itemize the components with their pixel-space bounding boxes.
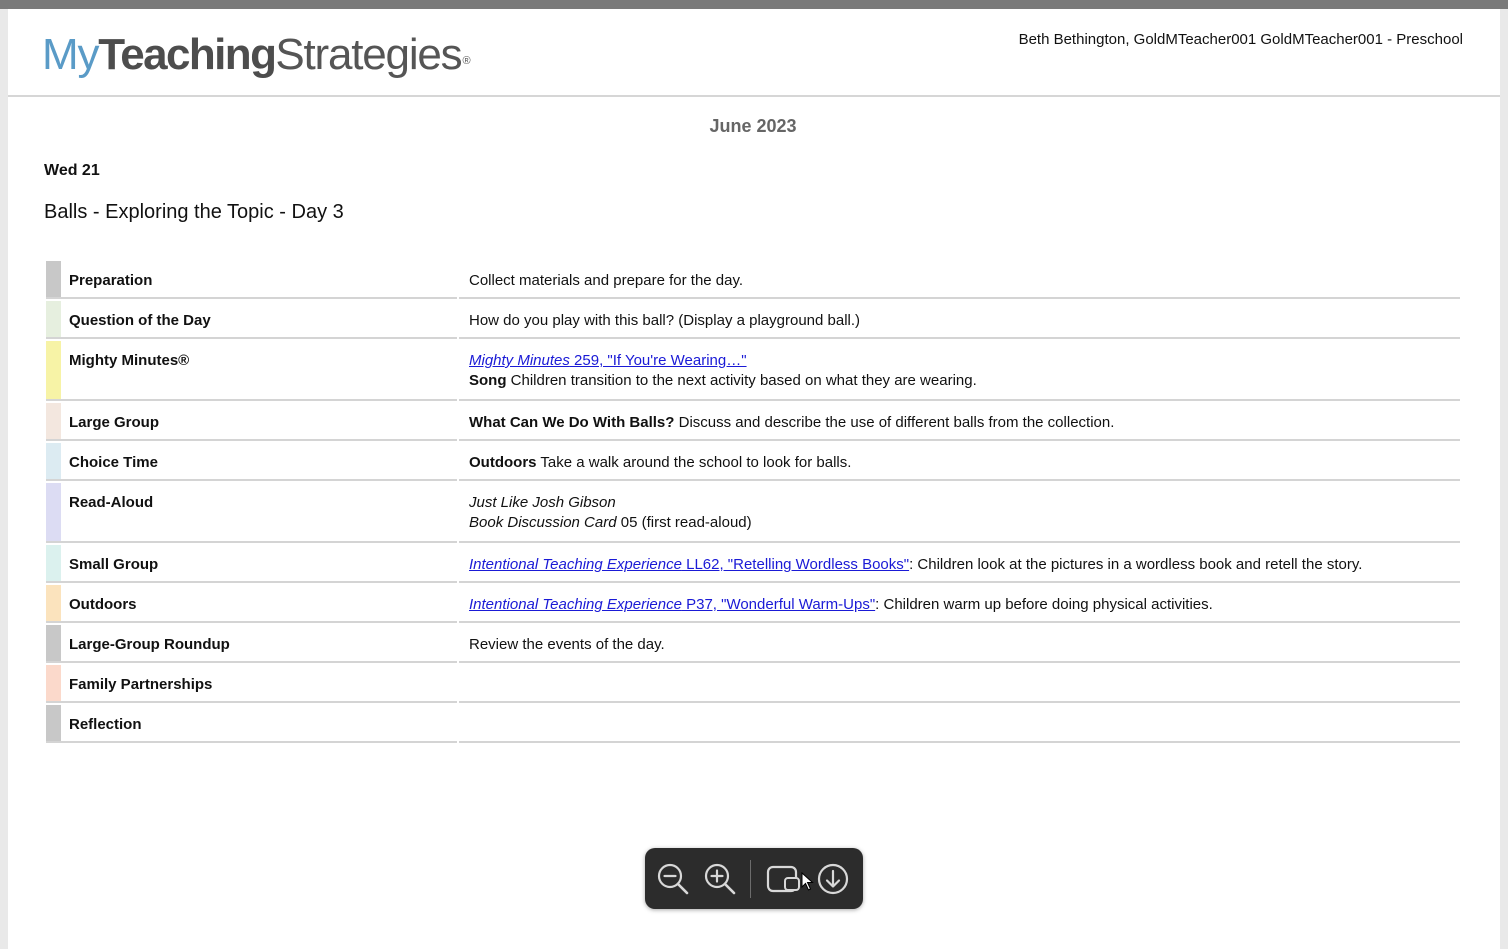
schedule-row-content <box>459 481 1460 543</box>
schedule-row-label-cell <box>46 401 457 441</box>
schedule-row-content <box>459 543 1460 583</box>
schedule-row-content <box>459 663 1460 703</box>
schedule-row-label-cell <box>46 663 457 703</box>
content-italic-text: Intentional Teaching Experience <box>469 596 682 613</box>
category-color-swatch <box>46 585 61 621</box>
download-button[interactable] <box>813 859 853 899</box>
content-text: Review the events of the day. <box>469 636 665 653</box>
content-italic-text: Book Discussion Card <box>469 514 617 531</box>
download-icon <box>815 861 851 897</box>
content-line <box>469 351 1460 371</box>
logo-teaching: Teaching <box>98 30 276 79</box>
content-text: Take a walk around the school to look for balls. <box>536 454 852 471</box>
content-line <box>469 413 1460 433</box>
content-line <box>469 555 1460 575</box>
schedule-row-label-cell <box>46 543 457 583</box>
content-text: Children transition to the next activity based on what they are wearing. <box>506 372 977 389</box>
content-text: Collect materials and prepare for the day. <box>469 272 744 289</box>
category-color-swatch <box>46 705 61 741</box>
content-bold-text: Song <box>469 372 507 389</box>
mts-logo <box>42 29 469 81</box>
schedule-row-name: Preparation <box>69 272 153 289</box>
schedule-row-label-cell <box>46 339 457 401</box>
zoom-in-button[interactable] <box>700 859 740 899</box>
schedule-row-name: Large-Group Roundup <box>69 636 230 653</box>
content-text: 05 (first read-aloud) <box>616 514 752 531</box>
content-line <box>469 311 1460 331</box>
toolbar-separator <box>750 860 751 898</box>
schedule-row <box>46 583 1460 623</box>
category-color-swatch <box>46 545 61 581</box>
schedule-row-label-cell <box>46 481 457 543</box>
content-text: 259, "If You're Wearing…" <box>569 352 747 369</box>
month-title: June 2023 <box>709 116 797 136</box>
category-color-swatch <box>46 301 61 337</box>
logo-my: My <box>42 30 99 79</box>
schedule-row-label-cell <box>46 703 457 743</box>
category-color-swatch <box>46 665 61 701</box>
activity-link[interactable] <box>469 556 909 573</box>
schedule-row-label-cell <box>46 583 457 623</box>
content-italic-text: Intentional Teaching Experience <box>469 556 682 573</box>
content-line <box>469 513 1460 533</box>
category-color-swatch <box>46 261 61 297</box>
content-line <box>469 595 1460 615</box>
daily-schedule-table <box>46 259 1460 743</box>
content-bold-text: Outdoors <box>469 454 537 471</box>
activity-link[interactable] <box>469 352 747 369</box>
schedule-row-content <box>459 623 1460 663</box>
mouse-cursor-icon <box>801 872 815 892</box>
content-italic-text: Just Like Josh Gibson <box>469 494 616 511</box>
print-button[interactable] <box>763 859 803 899</box>
activity-link[interactable] <box>469 596 875 613</box>
content-text: How do you play with this ball? (Display a playground ball.) <box>469 312 861 329</box>
schedule-row-name: Mighty Minutes® <box>69 352 190 369</box>
pdf-toolbar <box>645 848 863 909</box>
logo-strategies: Strategies <box>275 30 462 79</box>
schedule-row-content <box>459 583 1460 623</box>
schedule-row <box>46 441 1460 481</box>
schedule-row-content <box>459 703 1460 743</box>
schedule-row-label-cell <box>46 623 457 663</box>
content-line <box>469 453 1460 473</box>
content-line <box>469 371 1460 391</box>
zoom-out-icon <box>655 861 691 897</box>
schedule-row-name: Outdoors <box>69 596 137 613</box>
page-header <box>8 9 1500 97</box>
schedule-row-content <box>459 259 1460 299</box>
schedule-row <box>46 299 1460 339</box>
schedule-row <box>46 543 1460 583</box>
schedule-row-name: Reflection <box>69 716 142 733</box>
category-color-swatch <box>46 341 61 399</box>
schedule-row <box>46 401 1460 441</box>
category-color-swatch <box>46 443 61 479</box>
user-info: Beth Bethington, GoldMTeacher001 GoldMTeacher001 - Preschool <box>1018 31 1463 48</box>
content-bold-text: What Can We Do With Balls? <box>469 414 675 431</box>
schedule-row <box>46 623 1460 663</box>
content-line <box>469 271 1460 291</box>
topic-title: Balls - Exploring the Topic - Day 3 <box>44 201 344 223</box>
day-label: Wed 21 <box>44 162 100 179</box>
category-color-swatch <box>46 483 61 541</box>
category-color-swatch <box>46 625 61 661</box>
schedule-row-name: Question of the Day <box>69 312 211 329</box>
schedule-row <box>46 339 1460 401</box>
schedule-row <box>46 481 1460 543</box>
logo-registered-mark: ® <box>462 55 470 67</box>
content-italic-text: Mighty Minutes <box>469 352 570 369</box>
zoom-out-button[interactable] <box>653 859 693 899</box>
schedule-row-content <box>459 401 1460 441</box>
content-text: Discuss and describe the use of different balls from the collection. <box>674 414 1115 431</box>
schedule-row-name: Family Partnerships <box>69 676 213 693</box>
content-text: : Children look at the pictures in a wordless book and retell the story. <box>909 556 1363 573</box>
schedule-row-name: Large Group <box>69 414 160 431</box>
schedule-row-content <box>459 299 1460 339</box>
content-line <box>469 635 1460 655</box>
schedule-row-label-cell <box>46 441 457 481</box>
category-color-swatch <box>46 403 61 439</box>
content-text: P37, "Wonderful Warm-Ups" <box>681 596 876 613</box>
schedule-row-content <box>459 339 1460 401</box>
schedule-row-name: Read-Aloud <box>69 494 154 511</box>
schedule-row-content <box>459 441 1460 481</box>
zoom-in-icon <box>702 861 738 897</box>
schedule-row-label-cell <box>46 259 457 299</box>
document-page <box>8 9 1500 949</box>
schedule-row-name: Small Group <box>69 556 159 573</box>
content-text: : Children warm up before doing physical activities. <box>875 596 1213 613</box>
content-text: LL62, "Retelling Wordless Books" <box>681 556 910 573</box>
schedule-row <box>46 259 1460 299</box>
viewer-top-edge <box>0 0 1508 9</box>
schedule-row-name: Choice Time <box>69 454 158 471</box>
schedule-row <box>46 703 1460 743</box>
print-icon <box>763 861 803 897</box>
schedule-row <box>46 663 1460 703</box>
content-line <box>469 493 1460 513</box>
schedule-row-label-cell <box>46 299 457 339</box>
